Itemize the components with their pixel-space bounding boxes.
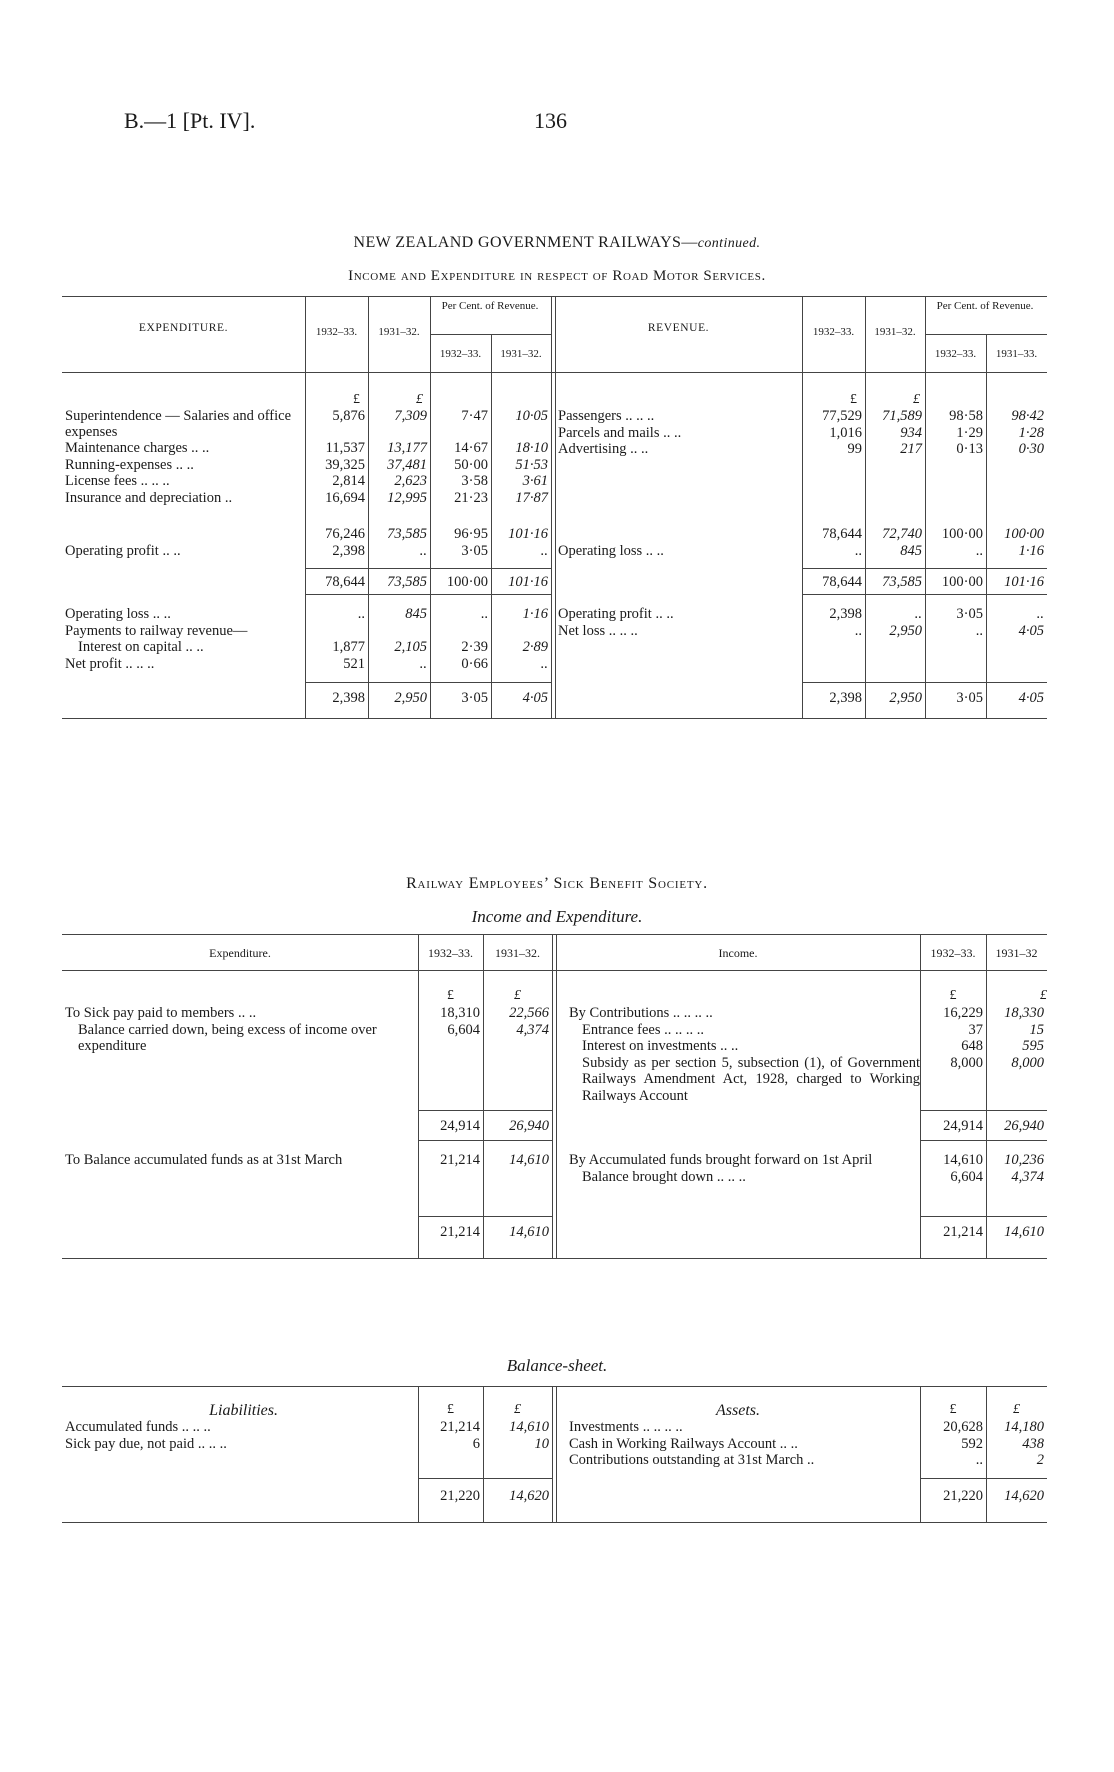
revenue-table xyxy=(555,408,1047,458)
value-1931: .. xyxy=(419,655,427,672)
total-row xyxy=(62,690,551,707)
pct-1931: .. xyxy=(540,655,548,672)
sick-income-total xyxy=(566,1118,1047,1135)
total-1931: 14,610 xyxy=(1004,1224,1044,1240)
sick-income-table2 xyxy=(566,1152,1047,1185)
value-1932: 77,529 xyxy=(822,408,862,424)
value-1931: 2,105 xyxy=(394,639,427,655)
value-1931: 217 xyxy=(900,441,922,457)
rule xyxy=(305,682,551,683)
pct-1932: 0·13 xyxy=(956,441,983,457)
total-1932: 2,398 xyxy=(332,690,365,706)
currency-mark: £ xyxy=(447,1402,454,1417)
row-label: To Sick pay paid to members .. .. xyxy=(65,1005,257,1021)
col-header-1932: 1932–33. xyxy=(812,326,855,338)
value-1931: 22,566 xyxy=(509,1005,549,1021)
total-1931: 26,940 xyxy=(1004,1118,1044,1134)
total-row xyxy=(566,1118,1047,1135)
total-1932: 2,398 xyxy=(829,690,862,706)
row-label: Parcels and mails .. .. xyxy=(558,424,682,441)
rule xyxy=(418,934,419,1258)
table-row xyxy=(62,490,551,507)
table-row xyxy=(62,606,551,623)
rule xyxy=(556,934,557,1258)
col-header-1931: 1931–32 xyxy=(995,946,1038,960)
revenue-subtotal-table xyxy=(555,526,1047,559)
rule xyxy=(418,1140,552,1141)
expenditure-table xyxy=(62,408,551,506)
value-1931: 4,374 xyxy=(1011,1168,1044,1185)
rule xyxy=(802,568,1047,569)
rule xyxy=(552,1386,553,1522)
total-pct-1932: 3·05 xyxy=(461,690,488,706)
table-row xyxy=(62,1436,552,1453)
expenditure-subtotal-table xyxy=(62,526,551,559)
value-1932: 6,604 xyxy=(447,1021,480,1038)
pct-1931: 51·53 xyxy=(515,456,548,473)
sick-benefit-title: Railway Employees’ Sick Benefit Society. xyxy=(406,875,708,892)
col-header-1932: 1932–33. xyxy=(930,946,976,960)
total-1932: 24,914 xyxy=(943,1118,983,1134)
rule xyxy=(305,568,551,569)
table-row xyxy=(566,1436,1047,1453)
value-1932: 18,310 xyxy=(440,1005,480,1021)
rule xyxy=(802,594,1047,595)
appropriation-right-total xyxy=(555,690,1047,707)
table-row xyxy=(555,425,1047,442)
liabilities-table xyxy=(62,1419,552,1452)
table-row xyxy=(566,1005,1047,1022)
total-row xyxy=(566,1224,1047,1241)
pct-1931: 0·30 xyxy=(1018,441,1044,457)
railways-subtitle: Income and Expenditure in respect of Road Motor Services. xyxy=(348,268,766,284)
table-row xyxy=(555,408,1047,425)
value-1931: 2,623 xyxy=(394,473,427,489)
row-label: Maintenance charges .. .. xyxy=(65,440,210,456)
value-1932: 21,214 xyxy=(440,1419,480,1435)
sick-income-header: Income. xyxy=(718,946,758,960)
col-header-1931: 1931–32. xyxy=(378,326,420,338)
rule xyxy=(62,934,1047,935)
total-1931: 2,950 xyxy=(394,690,427,706)
value-1931: 8,000 xyxy=(1011,1054,1044,1071)
expenditure-total-table xyxy=(62,574,551,591)
value-1931: 14,610 xyxy=(509,1152,549,1168)
revenue-total-table xyxy=(555,574,1047,591)
row-label: Net loss .. .. .. xyxy=(558,622,638,639)
value-1931: 73,585 xyxy=(387,526,427,542)
total-1931: 73,585 xyxy=(387,574,427,590)
rule xyxy=(62,718,1047,719)
row-label: Operating loss .. .. xyxy=(558,542,664,559)
pct-1931: 17·87 xyxy=(515,489,548,506)
total-row xyxy=(566,1488,1047,1505)
currency-mark: £ xyxy=(353,392,360,407)
pct-1931: 4·05 xyxy=(1018,622,1044,639)
pct-1932: 21·23 xyxy=(454,489,488,506)
total-pct-1931: 101·16 xyxy=(1004,574,1044,590)
pct-1931: 98·42 xyxy=(1011,408,1044,424)
value-1931: 4,374 xyxy=(516,1021,549,1038)
total-1931: 14,620 xyxy=(1004,1488,1044,1504)
value-1932: 20,628 xyxy=(943,1419,983,1435)
total-1931: 26,940 xyxy=(509,1118,549,1134)
sick-income-table xyxy=(566,1005,1047,1104)
rule xyxy=(551,296,552,718)
pct-1931: 101·16 xyxy=(508,526,548,542)
table-row xyxy=(566,1022,1047,1039)
value-1932: .. xyxy=(854,622,862,639)
rule xyxy=(418,1216,552,1217)
total-row xyxy=(62,1488,552,1505)
value-1931: 2 xyxy=(1036,1452,1044,1468)
row-label: Contributions outstanding at 31st March .. xyxy=(569,1452,815,1468)
rule xyxy=(483,934,484,1258)
rule xyxy=(555,296,556,718)
pct-1931: 1·28 xyxy=(1018,424,1044,441)
total-pct-1931: 4·05 xyxy=(1018,690,1044,706)
rule xyxy=(920,1478,1047,1479)
total-1931: 73,585 xyxy=(882,574,922,590)
table-row xyxy=(566,1169,1047,1186)
value-1932: 521 xyxy=(343,655,365,672)
row-label: Advertising .. .. xyxy=(558,441,649,457)
value-1932: 6,604 xyxy=(950,1168,983,1185)
value-1932: 5,876 xyxy=(332,408,365,424)
pct-1932: 14·67 xyxy=(454,440,488,456)
total-row xyxy=(555,690,1047,707)
sick-expenditure-header: Expenditure. xyxy=(209,946,271,960)
value-1932: .. xyxy=(357,606,365,622)
value-1931: 845 xyxy=(900,542,922,559)
value-1932: 16,694 xyxy=(325,489,365,506)
table-row xyxy=(62,639,551,656)
row-label: Insurance and depreciation .. xyxy=(65,489,233,506)
assets-header: Assets. xyxy=(716,1402,760,1419)
table-row xyxy=(62,440,551,457)
value-1931: .. xyxy=(914,606,922,622)
value-1931: 37,481 xyxy=(387,456,427,473)
value-1931: 15 xyxy=(1029,1021,1044,1038)
pct-1932: 3·05 xyxy=(461,542,488,559)
table-row xyxy=(62,1005,552,1022)
col-header-1932: 1932–33. xyxy=(428,946,473,960)
pct-1932: 3·58 xyxy=(461,473,488,489)
row-label: Operating profit .. .. xyxy=(558,606,674,622)
total-1932: 24,914 xyxy=(440,1118,480,1134)
expenditure-header: EXPENDITURE. xyxy=(138,322,229,334)
value-1931: 595 xyxy=(1022,1038,1044,1054)
row-label: By Accumulated funds brought forward on 1st April xyxy=(569,1152,873,1168)
total-1931: 14,610 xyxy=(509,1224,549,1240)
pct-1932: 0·66 xyxy=(461,655,488,672)
rule xyxy=(62,1386,1047,1387)
row-label: Sick pay due, not paid .. .. .. xyxy=(65,1435,227,1452)
pct-1932: .. xyxy=(480,606,488,622)
subtotal-row xyxy=(555,526,1047,543)
row-label: Superintendence — Salaries and office expenses xyxy=(65,408,292,440)
pct-1931: 2·89 xyxy=(522,639,548,655)
row-label: Balance carried down, being excess of income over expenditure xyxy=(78,1021,377,1054)
value-1932: 2,398 xyxy=(332,542,365,559)
table-row xyxy=(566,1055,1047,1105)
col-header-1932: 1932–33. xyxy=(315,326,358,338)
currency-mark: £ xyxy=(1013,1402,1020,1417)
total-1932: 21,214 xyxy=(440,1224,480,1240)
row-label: Balance brought down .. .. .. xyxy=(582,1168,746,1185)
assets-total xyxy=(566,1488,1047,1505)
table-row xyxy=(62,408,551,440)
currency-mark: £ xyxy=(913,392,920,407)
total-row xyxy=(62,1118,552,1135)
total-1932: 78,644 xyxy=(822,574,862,590)
row-label: Net profit .. .. .. xyxy=(65,655,155,672)
value-1932: 16,229 xyxy=(943,1005,983,1021)
pct-1931 xyxy=(491,623,551,640)
pct-1932: 3·05 xyxy=(956,606,983,622)
document-reference: B.—1 [Pt. IV]. xyxy=(124,108,256,133)
row-label: Cash in Working Railways Account .. .. xyxy=(569,1435,798,1452)
row-label: Operating loss .. .. xyxy=(65,606,171,622)
total-row xyxy=(62,574,551,591)
sick-income-total2 xyxy=(566,1224,1047,1241)
liabilities-total xyxy=(62,1488,552,1505)
value-1931: 7,309 xyxy=(394,408,427,424)
row-label: Operating profit .. .. xyxy=(65,542,181,559)
value-1931: 71,589 xyxy=(882,408,922,424)
col-header-pct-1932: 1932–33. xyxy=(934,348,977,360)
value-1931: .. xyxy=(419,542,427,559)
value-1931: 72,740 xyxy=(882,526,922,542)
pct-1931: 100·00 xyxy=(1004,526,1044,542)
currency-mark: £ xyxy=(514,1402,521,1417)
table-row xyxy=(555,543,1047,560)
col-header-pct-1932: 1932–33. xyxy=(439,348,482,360)
row-label: By Contributions .. .. .. .. xyxy=(569,1005,713,1021)
total-pct-1931: 4·05 xyxy=(522,690,548,706)
pct-1931: 1·16 xyxy=(522,606,548,622)
value-1932: 14,610 xyxy=(943,1152,983,1168)
table-row xyxy=(555,606,1047,623)
table-row xyxy=(62,543,551,560)
pct-1931: .. xyxy=(540,542,548,559)
sick-expenditure-balance xyxy=(62,1152,552,1169)
rule xyxy=(802,682,1047,683)
sick-expenditure-total xyxy=(62,1118,552,1135)
col-header-percent: Per Cent. of Revenue. xyxy=(441,300,539,312)
value-1931: 438 xyxy=(1022,1435,1044,1452)
total-pct-1932: 100·00 xyxy=(446,574,488,590)
value-1931: 2,950 xyxy=(889,622,922,639)
sick-expenditure-table xyxy=(62,1005,552,1055)
value-1932: 78,644 xyxy=(822,526,862,542)
value-1932: 39,325 xyxy=(325,456,365,473)
value-1932: 2,398 xyxy=(829,606,862,622)
rule xyxy=(62,970,1047,971)
currency-mark: £ xyxy=(949,988,957,1003)
total-row xyxy=(62,1224,552,1241)
rule xyxy=(418,1110,552,1111)
table-row xyxy=(566,1419,1047,1436)
pct-1931: 1·16 xyxy=(1018,542,1044,559)
sick-benefit-subtitle: Income and Expenditure. xyxy=(471,907,643,926)
subtotal-row xyxy=(62,526,551,543)
row-label: To Balance accumulated funds as at 31st March xyxy=(65,1152,343,1168)
value-1931: 12,995 xyxy=(387,489,427,506)
pct-1931: 3·61 xyxy=(522,473,548,489)
pct-1932: .. xyxy=(975,622,983,639)
row-label: Passengers .. .. .. xyxy=(558,408,655,424)
appropriation-left-table xyxy=(62,606,551,672)
pct-1932 xyxy=(430,623,491,640)
value-1931: 14,610 xyxy=(509,1419,549,1435)
page-number: 136 xyxy=(534,108,567,133)
value-1932: 592 xyxy=(961,1435,983,1452)
rule xyxy=(418,1478,552,1479)
rule xyxy=(865,296,866,718)
balance-sheet-title: Balance-sheet. xyxy=(506,1356,608,1375)
row-label: Running-expenses .. .. xyxy=(65,456,194,473)
row-label: Interest on capital .. .. xyxy=(78,639,204,655)
col-header-1931: 1931–32. xyxy=(495,946,540,960)
value-1931: 10,236 xyxy=(1004,1152,1044,1168)
value-1932: 21,214 xyxy=(440,1152,480,1168)
pct-1932: 98·58 xyxy=(949,408,983,424)
table-row xyxy=(62,656,551,673)
value-1931 xyxy=(368,623,430,640)
currency-mark: £ xyxy=(447,988,454,1003)
pct-1932: 100·00 xyxy=(941,526,983,542)
total-1932: 78,644 xyxy=(325,574,365,590)
table-row xyxy=(555,441,1047,458)
rule xyxy=(925,334,1047,335)
value-1932: 8,000 xyxy=(950,1054,983,1071)
appropriation-right-table xyxy=(555,606,1047,639)
total-pct-1931: 101·16 xyxy=(508,574,548,590)
value-1932: 1,016 xyxy=(829,424,862,441)
value-1932: 1,877 xyxy=(332,639,365,655)
currency-mark: £ xyxy=(1040,988,1047,1003)
rule xyxy=(802,296,803,718)
railways-title xyxy=(0,234,1114,252)
pct-1932: 2·39 xyxy=(461,639,488,655)
rule xyxy=(552,934,553,1258)
table-row xyxy=(566,1038,1047,1055)
rule xyxy=(920,1216,1047,1217)
table-row xyxy=(62,623,551,640)
currency-mark: £ xyxy=(514,988,521,1003)
currency-mark: £ xyxy=(416,392,423,407)
value-1932: 2,814 xyxy=(332,473,365,489)
table-row xyxy=(555,623,1047,640)
row-label: Investments .. .. .. .. xyxy=(569,1419,683,1435)
row-label: Entrance fees .. .. .. .. xyxy=(582,1021,704,1038)
value-1931: 14,180 xyxy=(1004,1419,1044,1435)
row-label: Payments to railway revenue— xyxy=(65,622,248,639)
total-row xyxy=(555,574,1047,591)
liabilities-header: Liabilities. xyxy=(209,1402,278,1419)
appropriation-left-total xyxy=(62,690,551,707)
table-row xyxy=(62,1419,552,1436)
pct-1931: 18·10 xyxy=(515,440,548,456)
value-1932: 11,537 xyxy=(325,440,365,456)
col-header-1931: 1931–32. xyxy=(874,326,916,338)
pct-1932: .. xyxy=(975,542,983,559)
rule xyxy=(62,1522,1047,1523)
value-1931: 845 xyxy=(405,606,427,622)
value-1932: 6 xyxy=(472,1435,480,1452)
pct-1932: 1·29 xyxy=(956,424,983,441)
total-1932: 21,214 xyxy=(943,1224,983,1240)
pct-1932: 7·47 xyxy=(461,408,488,424)
value-1931: 13,177 xyxy=(387,440,427,456)
currency-mark: £ xyxy=(850,392,857,407)
rule xyxy=(430,334,551,335)
value-1932 xyxy=(305,623,368,640)
pct-1932: 50·00 xyxy=(454,456,488,473)
col-header-percent: Per Cent. of Revenue. xyxy=(936,300,1034,312)
currency-mark: £ xyxy=(949,1402,957,1417)
row-label: Interest on investments .. .. xyxy=(582,1038,739,1054)
value-1932: .. xyxy=(975,1452,983,1468)
table-row xyxy=(62,1022,552,1055)
rule xyxy=(305,594,551,595)
railways-title-main: NEW ZEALAND GOVERNMENT RAILWAYS— xyxy=(353,234,698,251)
assets-table xyxy=(566,1419,1047,1469)
row-label: Accumulated funds .. .. .. xyxy=(65,1419,211,1435)
total-1932: 21,220 xyxy=(943,1488,983,1504)
revenue-header: REVENUE. xyxy=(647,322,710,334)
col-header-pct-1931: 1931–33. xyxy=(995,348,1038,360)
table-row xyxy=(566,1452,1047,1469)
value-1932: 648 xyxy=(961,1038,983,1054)
pct-1932: 96·95 xyxy=(454,526,488,542)
sick-expenditure-total2 xyxy=(62,1224,552,1241)
value-1931: 18,330 xyxy=(1004,1005,1044,1021)
value-1932: 37 xyxy=(968,1021,983,1038)
row-label: Subsidy as per section 5, subsection (1), of Government Railways Amendment Act, 1928, charged to Working Railways Account xyxy=(582,1054,920,1104)
rule xyxy=(920,1110,1047,1111)
value-1932: .. xyxy=(854,542,862,559)
total-1931: 14,620 xyxy=(509,1488,549,1504)
value-1932: 99 xyxy=(847,441,862,457)
railways-title-continued: continued. xyxy=(697,236,761,251)
value-1931: 934 xyxy=(900,424,922,441)
col-header-pct-1931: 1931–32. xyxy=(500,348,542,360)
value-1932: 76,246 xyxy=(325,526,365,542)
table-row xyxy=(566,1152,1047,1169)
table-row xyxy=(62,473,551,490)
table-row xyxy=(62,1152,552,1169)
total-pct-1932: 3·05 xyxy=(956,690,983,706)
rule xyxy=(920,1140,1047,1141)
pct-1931: .. xyxy=(1036,606,1044,622)
table-row xyxy=(62,457,551,474)
total-pct-1932: 100·00 xyxy=(941,574,983,590)
total-1931: 2,950 xyxy=(889,690,922,706)
total-1932: 21,220 xyxy=(440,1488,480,1504)
row-label: License fees .. .. .. xyxy=(65,473,170,489)
pct-1931: 10·05 xyxy=(515,408,548,424)
rule xyxy=(62,1258,1047,1259)
value-1931: 10 xyxy=(534,1435,549,1452)
